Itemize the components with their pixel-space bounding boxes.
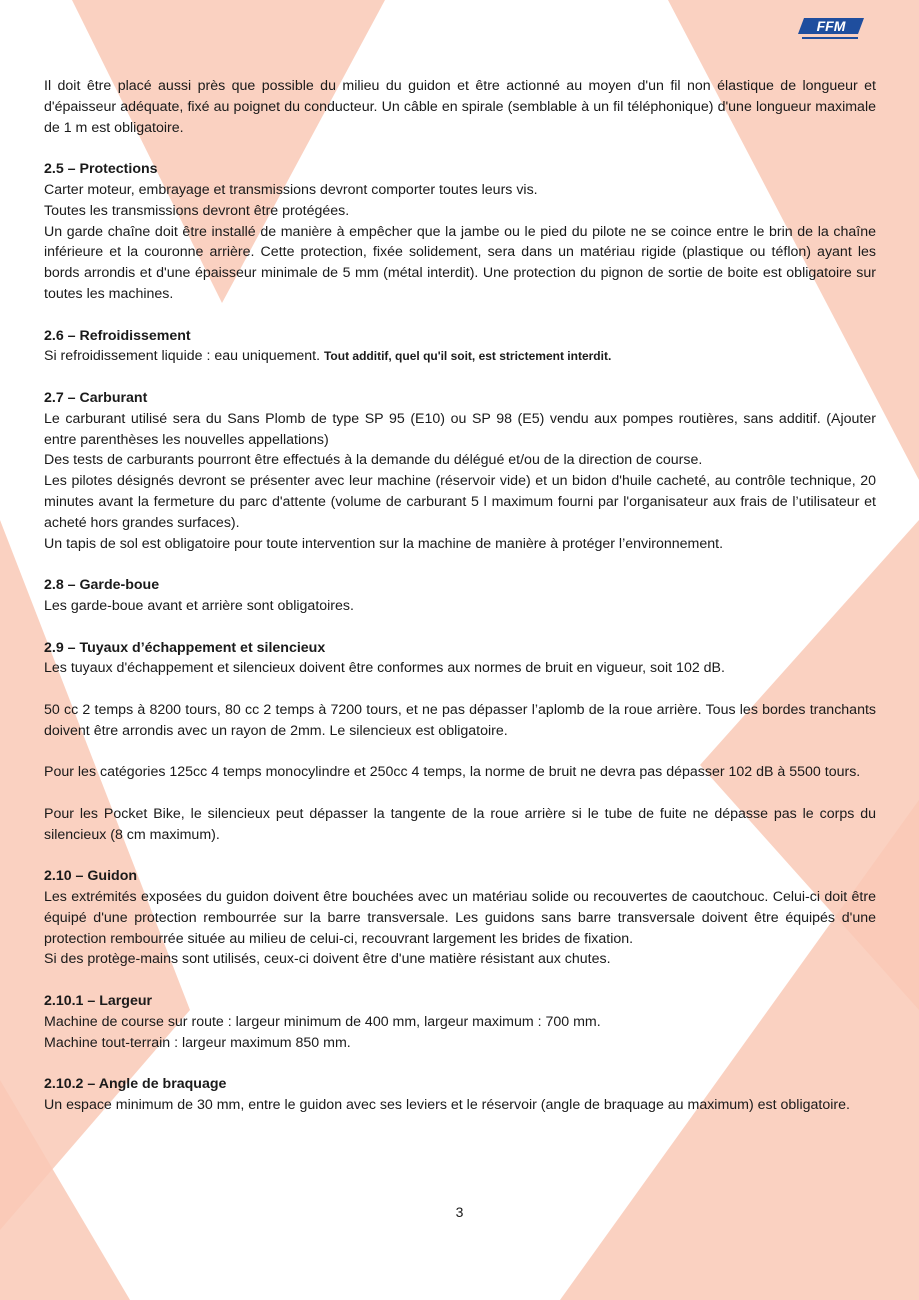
- section-2-7-title: 2.7 – Carburant: [44, 389, 148, 406]
- section-2-6-p1: [44, 346, 876, 367]
- ffm-logo: [798, 14, 866, 44]
- section-2-5-p1: Carter moteur, embrayage et transmissions devront comporter toutes leurs vis.: [44, 181, 538, 198]
- section-2-10-p2: Si des protège-mains sont utilisés, ceux-ci doivent être d'une matière résistant aux chutes.: [44, 951, 611, 968]
- section-2-10-p1: Les extrémités exposées du guidon doivent être bouchées avec un matériau solide ou recouvertes de caoutchouc. Celui-ci doit être équipé d'une protection rembourrée sur la barre transversale. Les guidons sans barre transversale doivent être équipés d'une protection rembourrée située au milieu de celui-ci, recouvrant largement les brides de fixation.: [44, 889, 876, 947]
- logo-text: FFM: [816, 18, 846, 34]
- section-2-10-1-p1: Machine de course sur route : largeur minimum de 400 mm, largeur maximum : 700 mm.: [44, 1013, 601, 1030]
- section-2-5-title: 2.5 – Protections: [44, 161, 158, 178]
- section-2-9-title: 2.9 – Tuyaux d’échappement et silencieux: [44, 639, 326, 656]
- section-2-5-p3: Un garde chaîne doit être installé de manière à empêcher que la jambe ou le pied du pilote ne se coince entre le brin de la chaîne inférieure et la couronne arrière. Cette protection, fixée solidement, sera dans un matériau rigide (plastique ou téflon) ayant les bords arrondis et d'une épaisseur minimale de 5 mm (métal interdit). Une protection du pignon de sortie de boite est obligatoire sur toutes les machines.: [44, 223, 876, 302]
- section-2-10-2-p1: Un espace minimum de 30 mm, entre le guidon avec ses leviers et le réservoir (angle de braquage au maximum) est obligatoire.: [44, 1097, 850, 1114]
- intro-paragraph: Il doit être placé aussi près que possible du milieu du guidon et être actionné au moyen d'un fil non élastique de longueur et d'épaisseur adéquate, fixé au poignet du conducteur. Un câble en spirale (semblable à un fil téléphonique) d'une longueur maximale de 1 m est obligatoire.: [44, 78, 876, 136]
- section-2-10-title: 2.10 – Guidon: [44, 868, 138, 885]
- section-2-7-p4: Un tapis de sol est obligatoire pour toute intervention sur la machine de manière à protéger l’environnement.: [44, 535, 724, 552]
- section-2-10-2-title: 2.10.2 – Angle de braquage: [44, 1076, 227, 1093]
- section-2-9-p3: Pour les catégories 125cc 4 temps monocylindre et 250cc 4 temps, la norme de bruit ne devra pas dépasser 102 dB à 5500 tours.: [44, 764, 861, 781]
- section-2-9-p2: 50 cc 2 temps à 8200 tours, 80 cc 2 temps à 7200 tours, et ne pas dépasser l’aplomb de la roue arrière. Tous les bordes tranchants doivent être arrondis avec un rayon de 2mm. Le silencieux est obligatoire.: [44, 701, 876, 739]
- section-2-10-1-p2: Machine tout-terrain : largeur maximum 850 mm.: [44, 1034, 351, 1051]
- section-2-10-1-title: 2.10.1 – Largeur: [44, 993, 153, 1010]
- document-body: [44, 76, 876, 1116]
- section-2-6-text: Si refroidissement liquide : eau uniquement.: [44, 348, 324, 365]
- section-2-7-p3: Les pilotes désignés devront se présenter avec leur machine (réservoir vide) et un bidon d'huile cacheté, au contrôle technique, 20 minutes avant la fermeture du parc d'attente (volume de carburant 5 l maximum fourni par l'organisateur aux frais de l’utilisateur et acheté hors grandes surfaces).: [44, 473, 876, 531]
- section-2-8-title: 2.8 – Garde-boue: [44, 577, 160, 594]
- section-2-9-p1: Les tuyaux d'échappement et silencieux doivent être conformes aux normes de bruit en vigueur, soit 102 dB.: [44, 660, 725, 677]
- page-number: 3: [455, 1204, 464, 1220]
- section-2-9-p4: Pour les Pocket Bike, le silencieux peut dépasser la tangente de la roue arrière si le tube de fuite ne dépasse pas le corps du silencieux (8 cm maximum).: [44, 805, 876, 843]
- section-2-6-title: 2.6 – Refroidissement: [44, 327, 191, 344]
- section-2-7-p2: Des tests de carburants pourront être effectués à la demande du délégué et/ou de la direction de course.: [44, 452, 703, 469]
- section-2-8-p1: Les garde-boue avant et arrière sont obligatoires.: [44, 597, 354, 614]
- section-2-6-bold-text: Tout additif, quel qu'il soit, est strictement interdit.: [323, 349, 612, 364]
- section-2-7-p1: Le carburant utilisé sera du Sans Plomb de type SP 95 (E10) ou SP 98 (E5) vendu aux pompes routières, sans additif. (Ajouter entre parenthèses les nouvelles appellations): [44, 410, 876, 448]
- section-2-5-p2: Toutes les transmissions devront être protégées.: [44, 202, 350, 219]
